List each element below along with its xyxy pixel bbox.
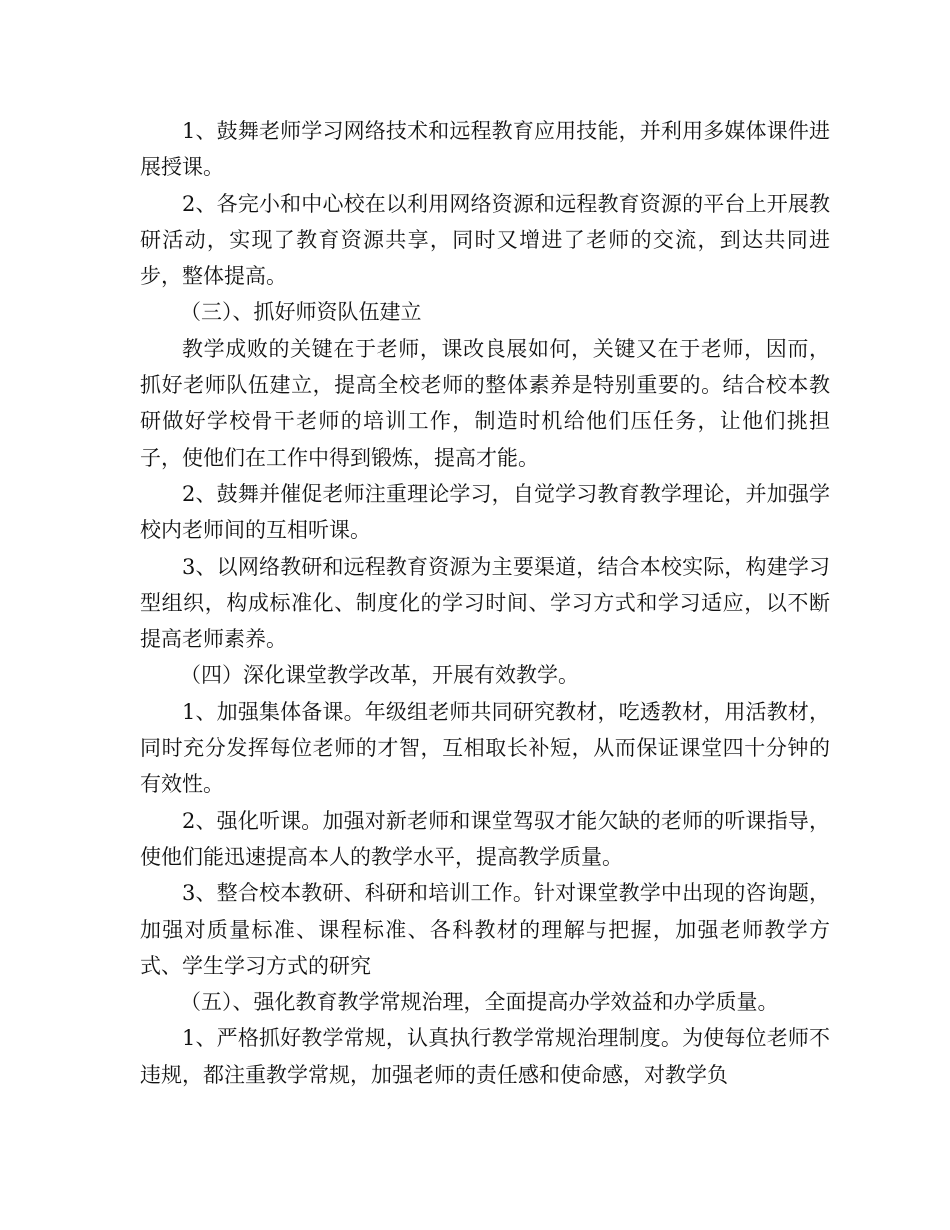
paragraph-9: 1、严格抓好教学常规，认真执行教学常规治理制度。为使每位老师不违规，都注重教学常规，加强老师的责任感和使命感，对教学负 <box>140 1026 830 1087</box>
paragraph-1: 1、鼓舞老师学习网络技术和远程教育应用技能，并利用多媒体课件进展授课。 <box>140 119 830 180</box>
paragraph-4: 2、鼓舞并催促老师注重理论学习，自觉学习教育教学理论，并加强学校内老师间的互相听课。 <box>140 481 830 543</box>
paragraph-8: 3、整合校本教研、科研和培训工作。针对课堂教学中出现的咨询题，加强对质量标准、课程标准、各科教材的理解与把握，加强老师教学方式、学生学习方式的研究 <box>140 881 830 978</box>
paragraph-7: 2、强化听课。加强对新老师和课堂驾驭才能欠缺的老师的听课指导，使他们能迅速提高本人的教学水平，提高教学质量。 <box>140 808 830 869</box>
section-heading-5: （五）、强化教育教学常规治理，全面提高办学效益和办学质量。 <box>180 990 779 1015</box>
section-heading-4: （四）深化课堂教学改革，开展有效教学。 <box>180 663 579 688</box>
section-heading-3: （三）、抓好师资队伍建立 <box>180 300 422 325</box>
paragraph-6: 1、加强集体备课。年级组老师共同研究教材，吃透教材，用活教材，同时充分发挥每位老师的才智，互相取长补短，从而保证课堂四十分钟的有效性。 <box>140 699 830 797</box>
document-body <box>140 113 830 1093</box>
paragraph-5: 3、以网络教研和远程教育资源为主要渠道，结合本校实际，构建学习型组织，构成标准化、制度化的学习时间、学习方式和学习适应，以不断提高老师素养。 <box>140 554 830 652</box>
paragraph-2: 2、各完小和中心校在以利用网络资源和远程教育资源的平台上开展教研活动，实现了教育资源共享，同时又增进了老师的交流，到达共同进步，整体提高。 <box>140 191 830 289</box>
paragraph-3: 教学成败的关键在于老师，课改良展如何，关键又在于老师，因而，抓好老师队伍建立，提高全校老师的整体素养是特别重要的。结合校本教研做好学校骨干老师的培训工作，制造时机给他们压任务，让他们挑担子，使他们在工作中得到锻炼，提高才能。 <box>140 336 830 470</box>
